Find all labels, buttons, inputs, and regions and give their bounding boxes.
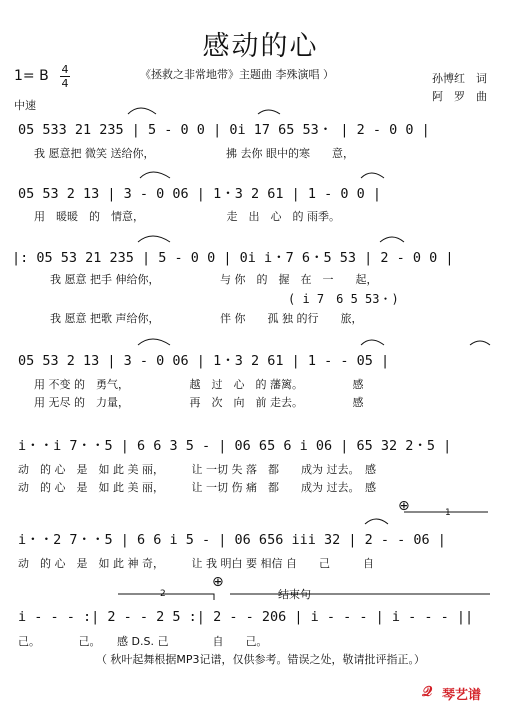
notation-line-4: 05 53 2 13 | 3 - 0 06 | 1・3 2 61 | 1 - - 05 | [18, 353, 390, 369]
notation-line-6: i・・2 7・・5 | 6 6 i 5 - | 06 656 iii 32 | 2 - - 06 | [18, 532, 446, 548]
key-signature: 1= B [14, 68, 49, 84]
notation-line-7: i - - - :| 2 - - 2 5 :| 2 - - 206 | i - - - | i - - - || [18, 609, 474, 625]
coda-sign-2: ⊕ [212, 574, 224, 590]
lyric-line-3a: 我 愿意 把手 伸给你， 与 你 的 握 在 一 起， [50, 273, 378, 286]
slur [138, 339, 170, 345]
lyric-line-6: 动 的 心 是 如 此 神 奇， 让 我 明白 要 相信 自 己 自 [18, 557, 374, 570]
lyric-line-5b: 动 的 心 是 如 此 美 丽， 让 一切 伤 痛 都 成为 过去。 感 [18, 481, 376, 494]
slur [380, 237, 404, 242]
lyric-line-3b: 我 愿意 把歌 声给你， 伴 你 孤 独 的行 旅， [50, 312, 363, 325]
notation-line-1: 05 533 21 235 | 5 - 0 0 | 0i 17 65 53・ | 2 - 0 0 | [18, 122, 430, 138]
lyric-line-5a: 动 的 心 是 如 此 美 丽， 让 一切 失 落 都 成为 过去。 感 [18, 463, 376, 476]
lyric-line-4b: 用 无尽 的 力量， 再 次 向 前 走去。 感 [34, 396, 364, 409]
alternate-notes: ( i 7 6 5 53・) [288, 292, 399, 306]
subtitle: 《拯救之非常地带》主题曲 李殊演唱 ） [140, 68, 334, 81]
brand-name: 琴艺谱 [442, 688, 482, 703]
lyricist-credit: 孙博红 词 [432, 72, 487, 85]
slur [258, 110, 280, 114]
lyric-line-4a: 用 不变 的 勇气， 越 过 心 的 藩篱。 感 [34, 378, 364, 391]
coda-sign-1: ⊕ [398, 498, 410, 514]
composer-credit: 阿 罗 曲 [432, 90, 487, 103]
slur [365, 519, 388, 524]
volta-1-number: 1 [445, 508, 451, 518]
slur [361, 340, 384, 345]
slur [361, 173, 384, 178]
volta-2-number: 2 [160, 589, 166, 599]
lyric-line-2: 用 暖暖 的 情意， 走 出 心 的 雨季。 [34, 210, 340, 223]
volta-bracket-2 [118, 594, 214, 600]
slur [128, 108, 156, 114]
transcriber-note: （ 秋叶起舞根据MP3记谱，仅供参考。错误之处，敬请批评指正。） [95, 653, 426, 666]
notation-line-3: |: 05 53 21 235 | 5 - 0 0 | 0i i・7 6・5 53 | 2 - 0 0 | [12, 250, 454, 266]
lyric-line-1: 我 愿意把 微笑 送给你， 拂 去你 眼中的寒 意， [34, 147, 354, 160]
ending-label: 结束句 [278, 588, 311, 601]
notation-line-5: i・・i 7・・5 | 6 6 3 5 - | 06 65 6 i 06 | 65 32 2・5 | [18, 438, 452, 454]
slur [140, 172, 170, 178]
slur [470, 341, 490, 345]
slur [138, 236, 170, 242]
time-bottom: 4 [61, 77, 69, 90]
notation-line-2: 05 53 2 13 | 3 - 0 06 | 1・3 2 61 | 1 - 0 0 | [18, 186, 381, 202]
time-top: 4 [61, 63, 69, 76]
lyric-line-7: 己。 己。 感 D.S. 己 自 己。 [18, 635, 268, 648]
tempo-marking: 中速 [14, 99, 36, 112]
brand-logo-icon: 𝒬 [422, 684, 433, 700]
song-title: 感动的心 [202, 31, 319, 62]
